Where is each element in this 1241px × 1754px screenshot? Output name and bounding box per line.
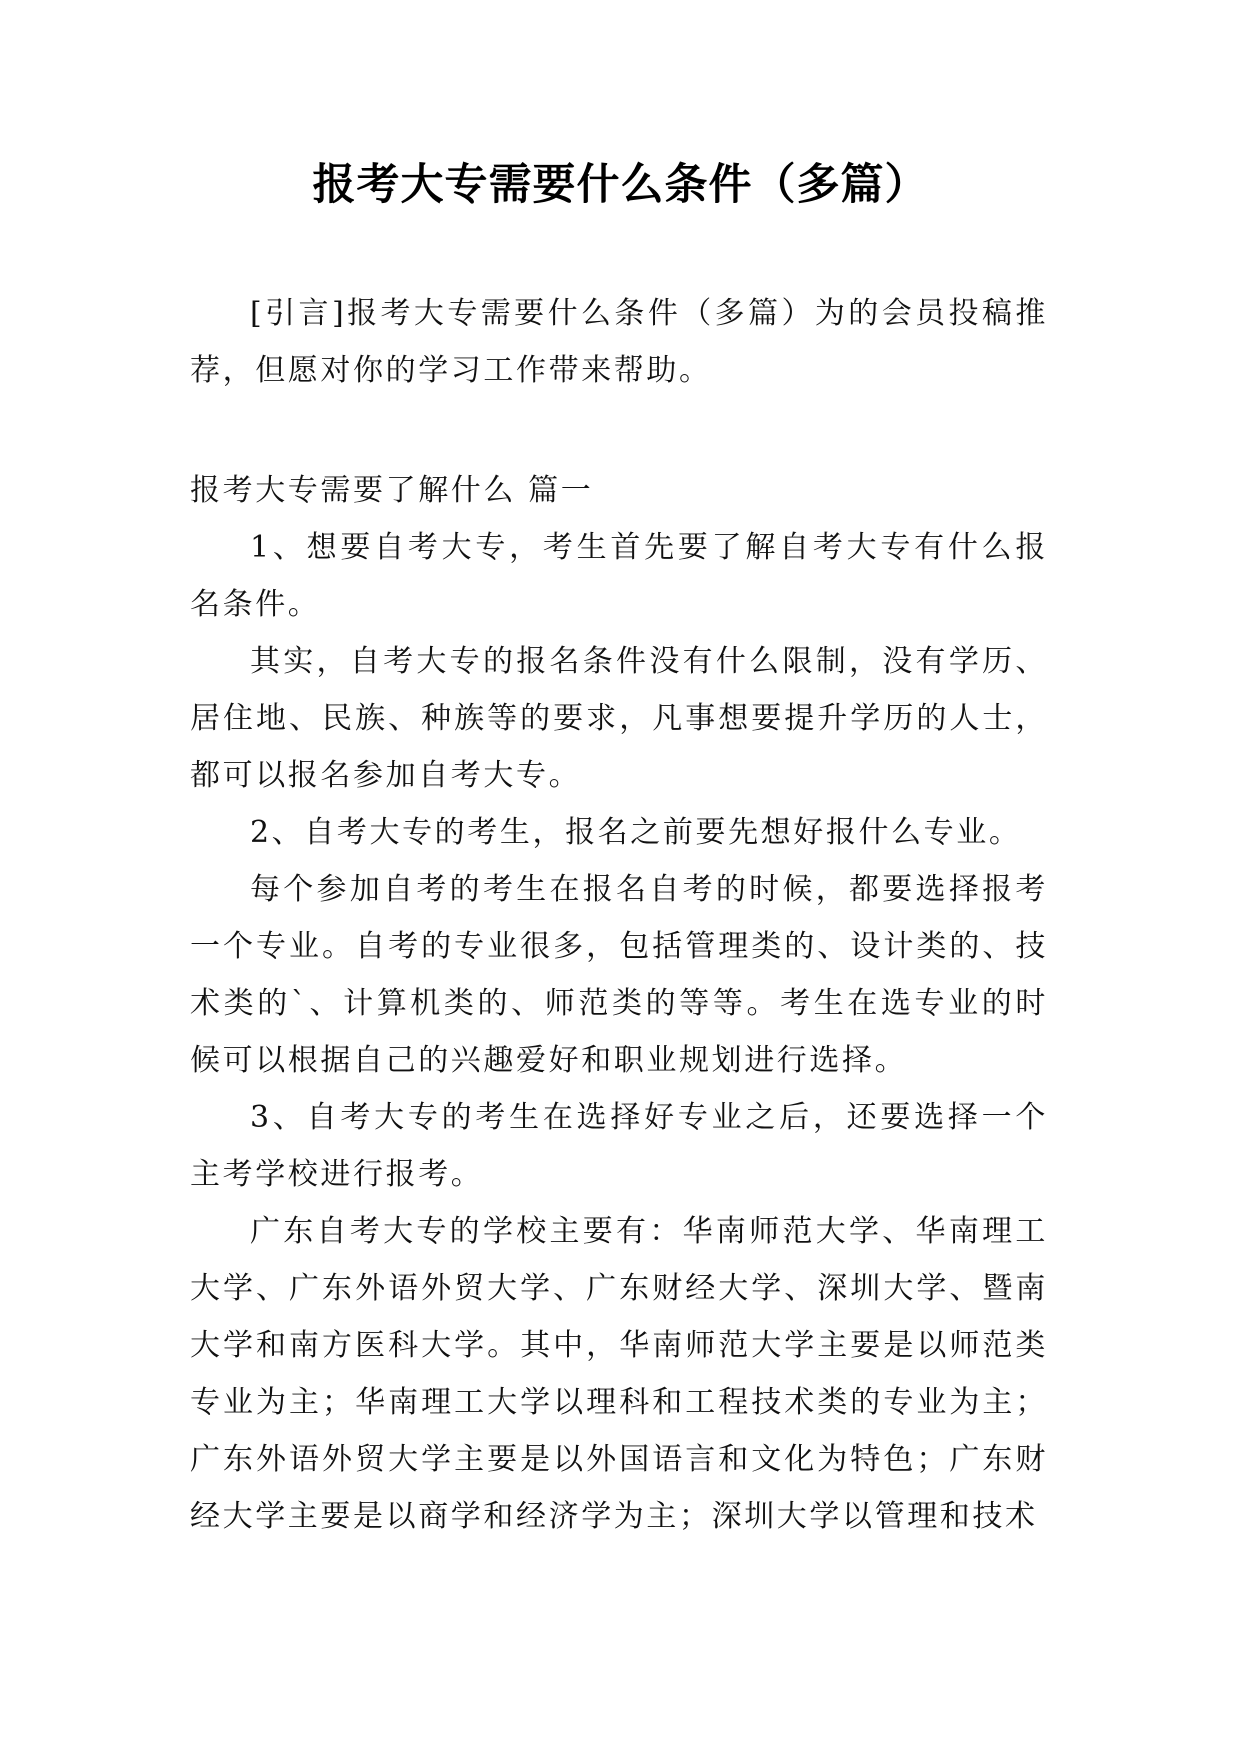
paragraph-2: 其实，自考大专的报名条件没有什么限制，没有学历、居住地、民族、种族等的要求，凡事想要提升学历的人士，都可以报名参加自考大专。 (190, 644, 1048, 793)
paragraph-1: 1、想要自考大专，考生首先要了解自考大专有什么报名条件。 (190, 530, 1048, 622)
intro-block (190, 285, 1048, 399)
paragraph-5: 3、自考大专的考生在选择好专业之后，还要选择一个主考学校进行报考。 (190, 1100, 1048, 1192)
paragraph-6: 广东自考大专的学校主要有：华南师范大学、华南理工大学、广东外语外贸大学、广东财经大学、深圳大学、暨南大学和南方医科大学。其中，华南师范大学主要是以师范类专业为主；华南理工大学以理科和工程技术类的专业为主；广东外语外贸大学主要是以外国语言和文化为特色；广东财经大学主要是以商学和经济学为主；深圳大学以管理和技术 (190, 1214, 1048, 1534)
intro-paragraph: [引言]报考大专需要什么条件（多篇）为的会员投稿推荐，但愿对你的学习工作带来帮助。 (190, 296, 1048, 388)
section-heading: 报考大专需要了解什么 篇一 (190, 473, 594, 508)
document-title: 报考大专需要什么条件（多篇） (312, 160, 929, 210)
content-block (190, 462, 1048, 1545)
paragraph-4: 每个参加自考的考生在报名自考的时候，都要选择报考一个专业。自考的专业很多，包括管理类的、设计类的、技术类的`、计算机类的、师范类的等等。考生在选专业的时候可以根据自己的兴趣爱好和职业规划进行选择。 (190, 872, 1048, 1078)
paragraph-3: 2、自考大专的考生，报名之前要先想好报什么专业。 (250, 815, 1022, 850)
